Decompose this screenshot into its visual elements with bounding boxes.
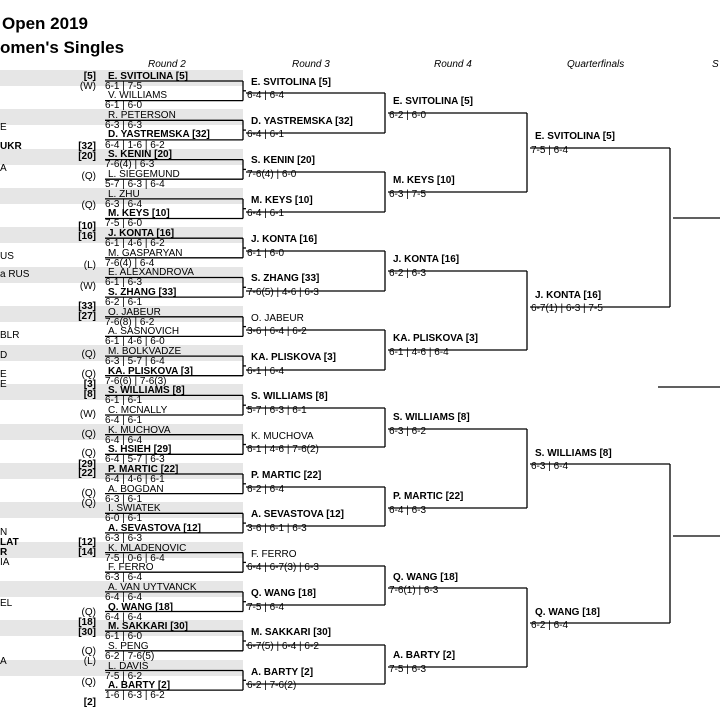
quarterfinal-score: 6-2 | 6-4 [531,620,569,631]
round1-seed: [16] [78,231,96,242]
header-quarterfinals: Quarterfinals [567,59,625,70]
round2-score: 7-5 | 6-2 [105,671,143,682]
quarterfinal-score: 6-7(1) | 6-3 | 7-5 [531,303,603,314]
round3-player: S. ZHANG [33] [251,273,320,284]
round1-seed: [18] [78,617,96,628]
page-title-line1: Open 2019 [2,14,88,33]
quarterfinal-score: 7-5 | 6-4 [531,145,569,156]
round1-player-fragment: E [0,379,7,390]
round1-player-fragment: D [0,350,8,361]
round4-player: E. SVITOLINA [5] [393,96,474,107]
round4-score: 6-2 | 6-0 [389,110,427,121]
round2-score: 6-1 | 6-0 [105,100,143,111]
round3-score: 6-4 | 6-1 [247,208,285,219]
round3-score: 6-1 | 4-6 | 7-6(2) [247,444,319,455]
round2-score: 6-0 | 6-1 [105,513,143,524]
round2-player: M. GASPARYAN [108,248,183,259]
round2-score: 6-3 | 6-3 [105,120,143,131]
round2-player: V. WILLIAMS [108,90,168,101]
round1-player-fragment: UKR [0,141,22,152]
round3-player: K. MUCHOVA [251,431,314,442]
header-round-3: Round 3 [292,59,330,70]
round3-score: 7-6(5) | 4-6 | 6-3 [247,287,319,298]
round1-seed: [12] [78,537,96,548]
round4-player: Q. WANG [18] [393,572,459,583]
round3-score: 6-2 | 6-4 [247,484,285,495]
round2-score: 6-1 | 6-3 [105,277,143,288]
round2-score: 6-3 | 6-4 [105,199,143,210]
round3-player: S. KENIN [20] [251,155,315,166]
round1-seed: [10] [78,221,96,232]
round2-score: 6-1 | 6-1 [105,395,143,406]
round1-player-fragment: E [0,122,7,133]
round3-score: 6-4 | 6-1 [247,129,285,140]
round3-score: 3-6 | 6-1 | 6-3 [247,523,307,534]
round1-seed: (Q) [81,498,96,509]
round4-player: A. BARTY [2] [393,650,456,661]
round1-seed: [32] [78,141,96,152]
quarterfinal-score: 6-3 | 6-4 [531,461,569,472]
round4-score: 6-1 | 4-6 | 6-4 [389,347,449,358]
round2-score: 5-7 | 6-3 | 6-4 [105,179,165,190]
round2-player: J. KONTA [16] [108,228,175,239]
round4-player: KA. PLISKOVA [3] [393,333,479,344]
round4-player: P. MARTIC [22] [393,491,464,502]
round3-player: Q. WANG [18] [251,588,317,599]
round1-seed: [29] [78,459,96,470]
round1-seed: (Q) [81,488,96,499]
round3-score: 7-5 | 6-4 [247,602,285,613]
round2-player: A. BOGDAN [108,484,164,495]
round3-player: M. SAKKARI [30] [251,627,332,638]
round4-player: J. KONTA [16] [393,254,460,265]
round2-player: E. ALEXANDROVA [108,267,194,278]
round2-player: M. KEYS [10] [108,208,170,219]
round2-score: 7-5 | 0-6 | 6-4 [105,553,165,564]
round1-player-fragment: US [0,251,14,262]
round2-score: 6-1 | 4-6 | 6-0 [105,336,165,347]
round1-seed: [33] [78,301,96,312]
round2-score: 7-5 | 6-0 [105,218,143,229]
round2-player: L. ZHU [108,189,140,200]
round2-score: 1-6 | 6-3 | 6-2 [105,690,165,701]
round2-player: O. JABEUR [108,307,161,318]
round1-player-fragment: LAT [0,537,19,548]
round3-score: 3-6 | 6-4 | 6-2 [247,326,307,337]
round3-score: 6-7(5) | 6-4 | 6-2 [247,641,319,652]
round2-player: A. SEVASTOVA [12] [108,523,201,534]
round1-seed: [2] [83,697,96,708]
round2-player: Q. WANG [18] [108,602,174,613]
round1-player-fragment: IA [0,557,10,568]
round1-player-fragment: a RUS [0,269,30,280]
quarterfinal-player: J. KONTA [16] [535,290,602,301]
round1-player-fragment: A [0,656,7,667]
round2-player: S. ZHANG [33] [108,287,177,298]
round1-player-fragment: R [0,547,8,558]
round1-seed: (Q) [81,607,96,618]
round2-score: 6-4 | 6-4 [105,435,143,446]
round3-score: 6-4 | 6-7(3) | 6-3 [247,562,319,573]
round1-seed: [5] [83,71,96,82]
round1-seed: (L) [83,260,96,271]
round1-seed: [20] [78,151,96,162]
round2-score: 6-4 | 4-6 | 6-1 [105,474,165,485]
round4-score: 6-2 | 6-3 [389,268,427,279]
round4-score: 7-6(1) | 6-3 [389,585,439,596]
round2-score: 6-4 | 6-4 [105,592,143,603]
round2-player: E. SVITOLINA [5] [108,71,189,82]
round2-player: S. HSIEH [29] [108,444,172,455]
round1-seed: [3] [83,379,96,390]
round4-player: M. KEYS [10] [393,175,455,186]
round2-score: 6-4 | 6-4 [105,612,143,623]
round2-player: I. SWIATEK [108,503,161,514]
round2-score: 6-3 | 5-7 | 6-4 [105,356,165,367]
round4-score: 6-4 | 6-3 [389,505,427,516]
round2-score: 7-6(8) | 6-2 [105,317,155,328]
round1-seed: [8] [83,389,96,400]
quarterfinal-player: Q. WANG [18] [535,607,601,618]
round2-player: R. PETERSON [108,110,176,121]
round4-score: 6-3 | 7-5 [389,189,427,200]
page-title-line2: omen's Singles [0,38,125,57]
round2-player: K. MUCHOVA [108,425,171,436]
round3-player: D. YASTREMSKA [32] [251,116,353,127]
round3-score: 6-4 | 6-4 [247,90,285,101]
round2-player: S. PENG [108,641,149,652]
round3-player: S. WILLIAMS [8] [251,391,328,402]
round2-score: 6-4 | 1-6 | 6-2 [105,140,165,151]
round3-score: 5-7 | 6-3 | 6-1 [247,405,307,416]
round2-score: 6-1 | 7-5 [105,81,143,92]
round2-player: A. VAN UYTVANCK [108,582,197,593]
round2-player: C. MCNALLY [108,405,168,416]
round4-player: S. WILLIAMS [8] [393,412,470,423]
round2-player: K. MLADENOVIC [108,543,187,554]
quarterfinal-player: S. WILLIAMS [8] [535,448,612,459]
round3-player: E. SVITOLINA [5] [251,77,332,88]
round1-seed: [30] [78,627,96,638]
round1-seed: (Q) [81,349,96,360]
round3-score: 7-6(4) | 6-0 [247,169,297,180]
round2-score: 6-1 | 4-6 | 6-2 [105,238,165,249]
round2-score: 6-3 | 6-4 [105,572,143,583]
round3-score: 6-1 | 6-0 [247,248,285,259]
round1-player-fragment: BLR [0,330,20,341]
round1-seed: (W) [79,281,96,292]
round2-score: 6-3 | 6-3 [105,533,143,544]
round1-seed: (Q) [81,448,96,459]
header-round-2: Round 2 [148,59,186,70]
round2-player: S. KENIN [20] [108,149,172,160]
round1-seed: (Q) [81,677,96,688]
round3-player: A. BARTY [2] [251,667,314,678]
round2-player: D. YASTREMSKA [32] [108,129,210,140]
round1-player-fragment: N [0,527,8,538]
round1-seed: (Q) [81,369,96,380]
round4-score: 6-3 | 6-2 [389,426,427,437]
round2-score: 6-2 | 7-6(5) [105,651,155,662]
round2-player: M. BOLKVADZE [108,346,182,357]
round1-seed: (Q) [81,646,96,657]
round2-score: 6-2 | 6-1 [105,297,143,308]
round3-score: 6-2 | 7-6(2) [247,680,297,691]
round3-player: P. MARTIC [22] [251,470,322,481]
round2-score: 6-1 | 6-0 [105,631,143,642]
round1-seed: (Q) [81,171,96,182]
round1-seed: [22] [78,468,96,479]
round4-score: 7-5 | 6-3 [389,664,427,675]
round2-player: A. SASNOVICH [108,326,180,337]
quarterfinal-player: E. SVITOLINA [5] [535,131,616,142]
header-semifinals: S [712,59,719,70]
round2-player: L. SIEGEMUND [108,169,180,180]
round2-score: 7-6(4) | 6-3 [105,159,155,170]
round3-player: A. SEVASTOVA [12] [251,509,344,520]
round2-player: S. WILLIAMS [8] [108,385,185,396]
round1-seed: [14] [78,547,96,558]
round1-seed: (W) [79,81,96,92]
round2-score: 6-3 | 6-1 [105,494,143,505]
round2-score: 7-6(6) | 7-6(3) [105,376,167,387]
round1-seed: [27] [78,311,96,322]
round2-score: 6-4 | 5-7 | 6-3 [105,454,165,465]
round2-player: L. DAVIS [108,661,149,672]
round3-player: O. JABEUR [251,313,304,324]
round3-player: KA. PLISKOVA [3] [251,352,337,363]
round2-player: P. MARTIC [22] [108,464,179,475]
round2-player: F. FERRO [108,562,154,573]
round3-player: J. KONTA [16] [251,234,318,245]
round2-player: M. SAKKARI [30] [108,621,189,632]
round3-score: 6-1 | 6-4 [247,366,285,377]
round1-seed: (W) [79,409,96,420]
header-round-4: Round 4 [434,59,472,70]
round2-player: KA. PLISKOVA [3] [108,366,194,377]
round1-seed: (L) [83,656,96,667]
round3-player: F. FERRO [251,549,297,560]
round2-player: A. BARTY [2] [108,680,171,691]
round2-score: 7-6(4) | 6-4 [105,258,155,269]
round1-seed: (Q) [81,200,96,211]
round2-score: 6-4 | 6-1 [105,415,143,426]
round1-player-fragment: EL [0,598,13,609]
round1-seed: (Q) [81,429,96,440]
round3-player: M. KEYS [10] [251,195,313,206]
round1-player-fragment: E [0,369,7,380]
round1-player-fragment: A [0,163,7,174]
